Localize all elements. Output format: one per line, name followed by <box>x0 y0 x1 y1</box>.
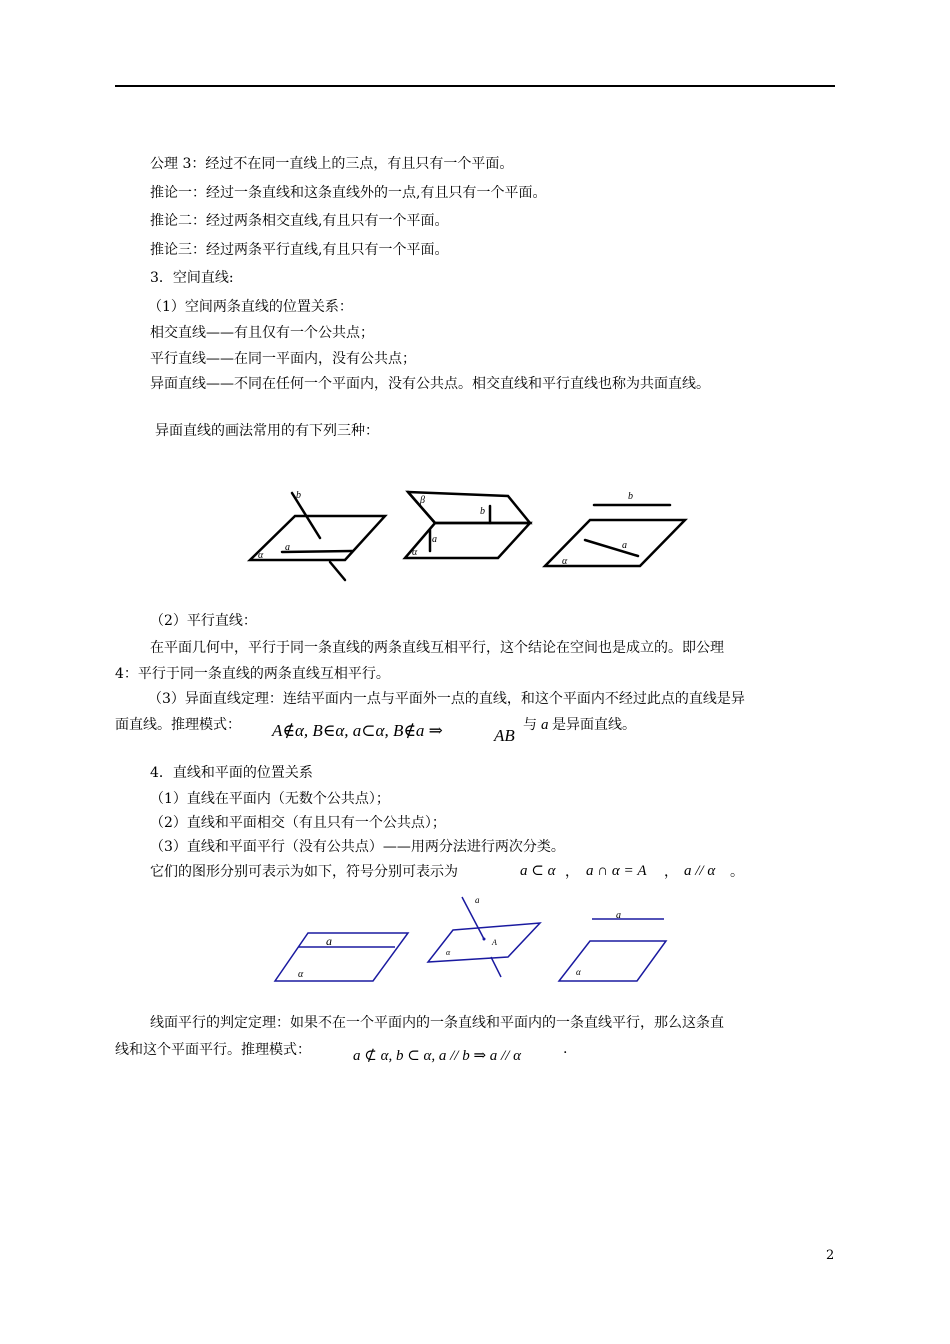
parallel-def: 平行直线——在同一平面内，没有公共点； <box>150 351 416 367</box>
symbol-sep-1: ， <box>565 864 579 880</box>
relation-3: （3）直线和平面平行（没有公共点）——用两分法进行两次分类。 <box>150 839 565 855</box>
skew-conclusion-suffix: 是异面直线。 <box>552 717 636 733</box>
label-beta-2: β <box>420 495 425 506</box>
line-a-3 <box>585 540 638 556</box>
skew-conclusion-prefix: 与 <box>523 717 537 733</box>
skew-def: 异面直线——不同在任何一个平面内，没有公共点。相交直线和平行直线也称为共面直线。 <box>150 376 710 392</box>
corollary-3: 推论三：经过两条平行直线,有且只有一个平面。 <box>150 242 449 258</box>
header-rule <box>115 85 835 87</box>
line-intersect-lower <box>491 957 501 977</box>
plane-alpha-2 <box>405 523 530 558</box>
label-b-2: b <box>480 506 485 517</box>
skew-theorem-formula: A∉α, B∈α, a⊂α, B∉a ⇒ <box>272 721 443 740</box>
skew-drawing-intro: 异面直线的画法常用的有下列三种： <box>155 423 379 439</box>
page-number: 2 <box>826 1248 835 1263</box>
parallel-theorem-formula: a ⊄ α, b ⊂ α, a // b ⇒ a // α <box>353 1048 521 1064</box>
label-alpha-3: α <box>562 556 568 567</box>
label-a-fig3: a <box>616 910 621 921</box>
axiom-3: 公理 3：经过不在同一直线上的三点，有且只有一个平面。 <box>150 156 514 172</box>
corollary-2: 推论二：经过两条相交直线,有且只有一个平面。 <box>150 213 449 229</box>
symbol-intersect: a ∩ α = A <box>586 863 647 879</box>
line-a-1 <box>282 551 352 552</box>
line-intersect-upper <box>462 897 484 939</box>
section-4-heading: 4．直线和平面的位置关系 <box>150 765 313 781</box>
section-3-heading: 3．空间直线: <box>150 270 234 286</box>
subsection-3: （3）异面直线定理：连结平面内一点与平面外一点的直线，和这个平面内不经过此点的直线是异 <box>148 691 745 707</box>
label-a-fig1: a <box>326 934 332 948</box>
line-ab-symbol: AB <box>494 726 515 745</box>
label-alpha-2: α <box>412 547 418 558</box>
line-b-1-below <box>330 562 345 580</box>
label-alpha-fig3: α <box>576 967 581 977</box>
label-b-3: b <box>628 491 633 502</box>
plane-alpha-1 <box>250 516 385 560</box>
symbol-in-plane: a ⊂ α <box>520 863 556 879</box>
line-plane-figures <box>270 885 690 990</box>
subsection-3-cont: 面直线。推理模式： <box>115 717 241 733</box>
label-a-1: a <box>285 542 290 553</box>
symbol-intro: 它们的图形分别可表示为如下，符号分别可表示为 <box>150 864 458 880</box>
label-a-fig2: a <box>475 895 480 905</box>
label-alpha-1: α <box>258 550 264 561</box>
parallel-para-1: 在平面几何中，平行于同一条直线的两条直线互相平行，这个结论在空间也是成立的。即公理 <box>150 640 724 656</box>
subsection-1: （1）空间两条直线的位置关系： <box>148 299 353 315</box>
parallel-theorem-cont: 线和这个平面平行。推理模式： <box>115 1042 311 1058</box>
symbol-parallel: a // α <box>684 863 716 879</box>
skew-conclusion-a: a <box>541 717 549 733</box>
label-a-2: a <box>432 534 437 545</box>
plane-in-1 <box>275 933 408 981</box>
parallel-para-2: 4：平行于同一条直线的两条直线互相平行。 <box>115 666 390 682</box>
label-alpha-fig2: α <box>446 948 451 957</box>
parallel-theorem: 线面平行的判定定理：如果不在一个平面内的一条直线和平面内的一条直线平行，那么这条直 <box>150 1015 724 1031</box>
plane-beta-2 <box>408 492 530 523</box>
skew-lines-figures <box>240 478 700 588</box>
relation-2: （2）直线和平面相交（有且只有一个公共点）； <box>150 815 446 831</box>
label-alpha-fig1: α <box>298 969 304 980</box>
label-a-3: a <box>622 540 627 551</box>
subsection-2: （2）平行直线： <box>150 613 257 629</box>
plane-intersect-2 <box>428 923 540 962</box>
label-b-1: b <box>296 490 301 501</box>
relation-1: （1）直线在平面内（无数个公共点）； <box>150 791 390 807</box>
symbol-end: 。 <box>730 864 744 880</box>
label-A-fig2: A <box>492 938 497 947</box>
intersect-def: 相交直线——有且仅有一个公共点； <box>150 325 374 341</box>
corollary-1: 推论一：经过一条直线和这条直线外的一点,有且只有一个平面。 <box>150 185 547 201</box>
point-A <box>483 938 486 941</box>
symbol-sep-2: ， <box>664 864 678 880</box>
parallel-theorem-end: . <box>563 1041 568 1057</box>
